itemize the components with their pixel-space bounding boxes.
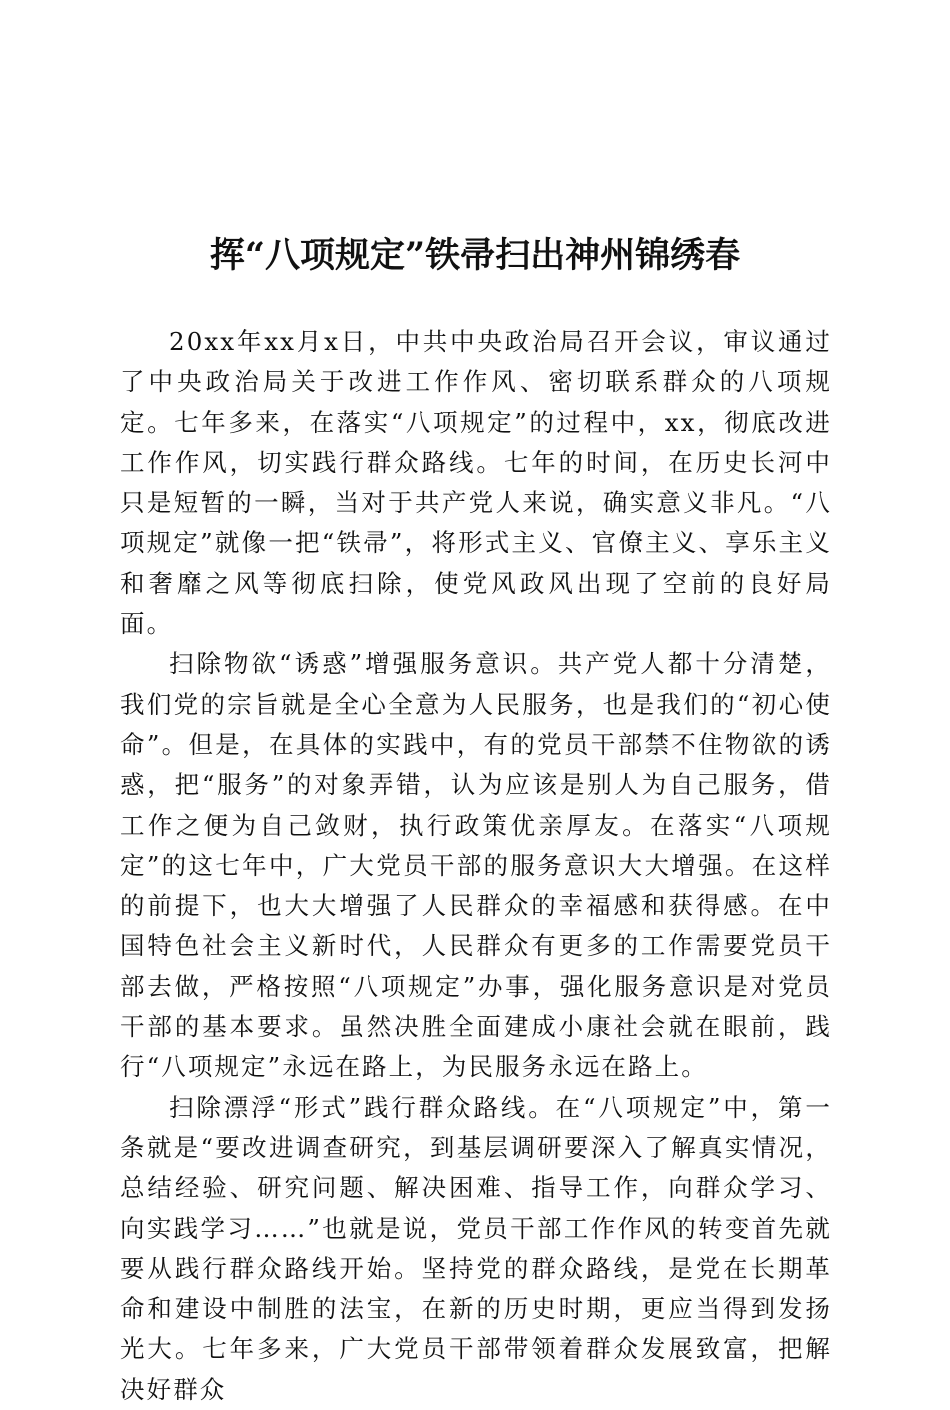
paragraph-mass-line: 扫除漂浮“形式”践行群众路线。在“八项规定”中，第一条就是“要改进调查研究，到基层调研要深入了解真实情况，总结经验、研究问题、解决困难、指导工作，向群众学习、向实践学习……”也就是说，党员干部工作作风的转变首先就要从践行群众路线开始。坚持党的群众路线，是党在长期革命和建设中制胜的法宝，在新的历史时期，更应当得到发扬光大。七年多来，广大党员干部带领着群众发展致富，把解决好群众	[120, 1092, 832, 1404]
paragraph-intro: 20xx年xx月x日，中共中央政治局召开会议，审议通过了中央政治局关于改进工作作风、密切联系群众的八项规定。七年多来，在落实“八项规定”的过程中，xx，彻底改进工作作风，切实践行群众路线。七年的时间，在历史长河中只是短暂的一瞬，当对于共产党人来说，确实意义非凡。“八项规定”就像一把“铁帚”，将形式主义、官僚主义、享乐主义和奢靡之风等彻底扫除，使党风政风出现了空前的良好局面。	[120, 327, 832, 639]
paragraph-service: 扫除物欲“诱惑”增强服务意识。共产党人都十分清楚，我们党的宗旨就是全心全意为人民服务，也是我们的“初心使命”。但是，在具体的实践中，有的党员干部禁不住物欲的诱惑，把“服务”的对象弄错，认为应该是别人为自己服务，借工作之便为自己敛财，执行政策优亲厚友。在落实“八项规定”的这七年中，广大党员干部的服务意识大大增强。在这样的前提下，也大大增强了人民群众的幸福感和获得感。在中国特色社会主义新时代，人民群众有更多的工作需要党员干部去做，严格按照“八项规定”办事，强化服务意识是对党员干部的基本要求。虽然决胜全面建成小康社会就在眼前，践行“八项规定”永远在路上，为民服务永远在路上。	[120, 649, 832, 1082]
document-body	[120, 322, 832, 1410]
document-title: 挥“八项规定”铁帚扫出神州锦绣春	[209, 235, 741, 276]
